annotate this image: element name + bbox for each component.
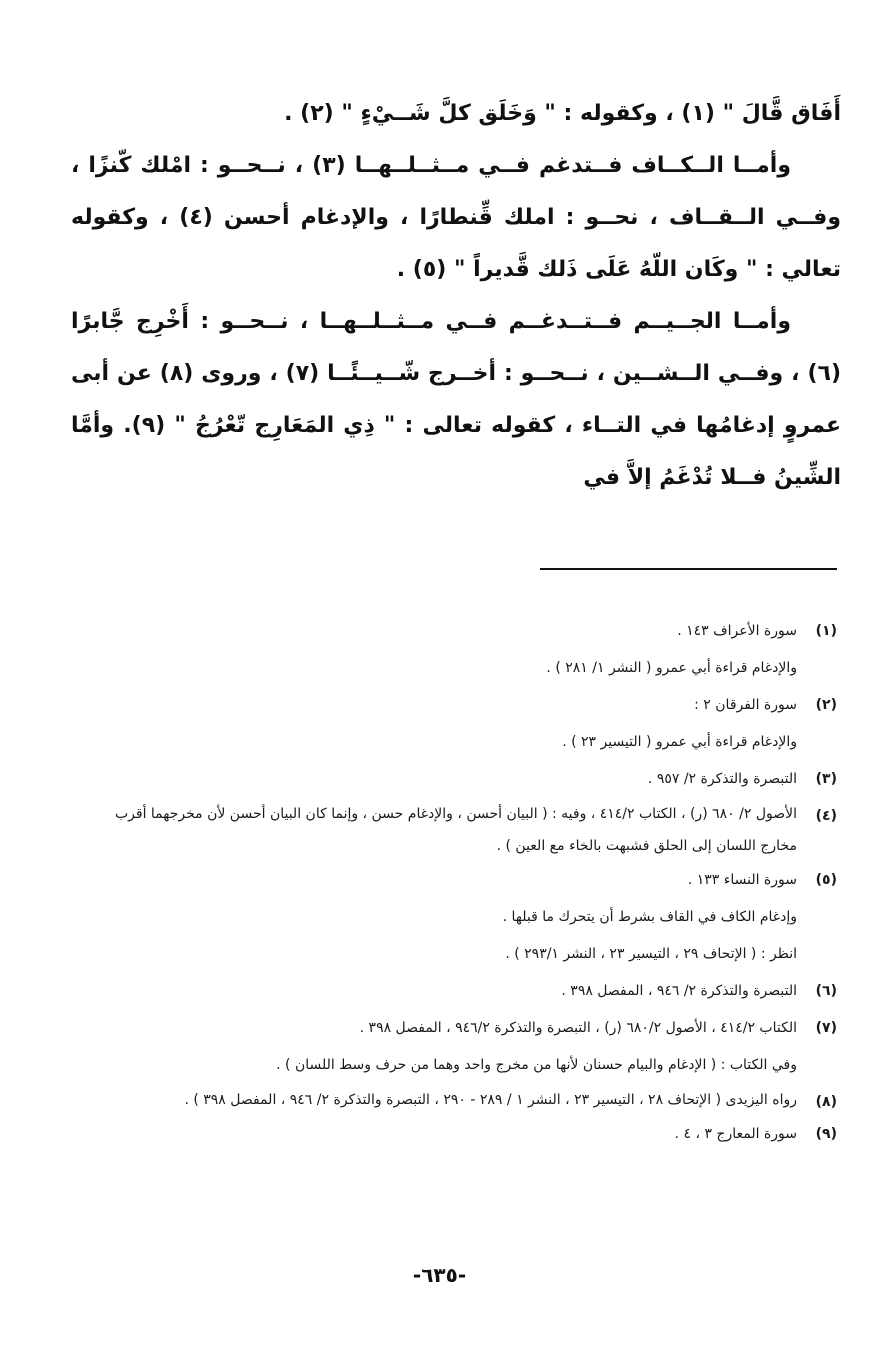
footnote-separator-rule xyxy=(540,568,837,570)
footnote-number: (٣) xyxy=(815,771,837,787)
footnote-line: التبصرة والتذكرة ٢/ ٩٤٦ ، المفصل ٣٩٨ . xyxy=(561,983,797,999)
footnotes-list xyxy=(97,613,837,1153)
footnote-line: وفي الكتاب : ( الإدغام والبيام حسنان لأنها من مخرج واحد وهما من حرف وسط اللسان ) . xyxy=(276,1057,797,1073)
footnote-1 xyxy=(97,613,837,687)
footnote-line: الكتاب ٤١٤/٢ ، الأصول ٦٨٠/٢ (ر) ، التبصرة والتذكرة ٩٤٦/٢ ، المفصل ٣٩٨ . xyxy=(359,1020,797,1036)
footnote-number: (١) xyxy=(815,623,837,639)
footnote-2 xyxy=(97,687,837,761)
footnote-line: سورة النساء ١٣٣ . xyxy=(687,872,797,888)
footnote-line: سورة الفرقان ٢ : xyxy=(694,697,797,713)
footnote-line: الأصول ٢/ ٦٨٠ (ر) ، الكتاب ٤١٤/٢ ، وفيه : ( البيان أحسن ، والإدغام حسن ، وإنما كان البيان أحسن لأن مخرجهما أقرب مخارج اللسان إلى الحلق فشبهت بالخاء مع العين ) . xyxy=(114,806,797,854)
footnote-5 xyxy=(97,862,837,973)
footnote-7 xyxy=(97,1010,837,1084)
main-paragraph: وأمــا الجــيــم فــتــدغــم فــي مــثــلــهــا ، نــحــو : أَخْرِج جَّابرًا (٦) ، وفــي الــشــين ، نــحــو : أخــرج شّــيــئًــا (٧) ، وروى (٨) عن أبى عمروٍ إدغامُها في التــاء ، كقوله تعالى : " ذِي المَعَارِج تّعْرُجُ " (٩). وأمَّا الشِّينُ فــلا تُدْغَمُ إلاَّ في xyxy=(71,309,842,490)
footnote-8 xyxy=(97,1084,837,1116)
footnote-line: وإدغام الكاف في القاف بشرط أن يتحرك ما قبلها . xyxy=(502,909,797,925)
footnote-number: (٢) xyxy=(815,697,837,713)
footnote-line: رواه اليزيدى ( الإتحاف ٢٨ ، التيسير ٢٣ ، النشر ١ / ٢٨٩ - ٢٩٠ ، التبصرة والتذكرة ٢/ ٩٤٦ ، المفصل ٣٩٨ ) . xyxy=(184,1092,797,1108)
footnote-3 xyxy=(97,761,837,798)
footnote-line: سورة المعارج ٣ ، ٤ . xyxy=(674,1126,797,1142)
footnote-number: (٥) xyxy=(815,872,837,888)
page-number: -٦٣٥- xyxy=(412,1263,467,1287)
footnote-line: والإدغام قراءة أبي عمرو ( النشر ١/ ٢٨١ ) . xyxy=(546,660,797,676)
footnote-number: (٧) xyxy=(815,1020,837,1036)
footnote-line: والإدغام قراءة أبي عمرو ( التيسير ٢٣ ) . xyxy=(562,734,797,750)
main-paragraph: أَفَاق قَّالَ " (١) ، وكقوله : " وَخَلَق كلَّ شَــيْءٍ " (٢) . xyxy=(284,101,841,126)
footnote-line: التبصرة والتذكرة ٢/ ٩٥٧ . xyxy=(647,771,797,787)
footnote-number: (٤) xyxy=(815,808,837,824)
footnote-line: انظر : ( الإتحاف ٢٩ ، التيسير ٢٣ ، النشر ٢٩٣/١ ) . xyxy=(505,946,797,962)
footnote-6 xyxy=(97,973,837,1010)
footnote-9 xyxy=(97,1116,837,1153)
main-text-block xyxy=(71,88,841,504)
footnote-4 xyxy=(97,798,837,862)
footnote-line: سورة الأعراف ١٤٣ . xyxy=(677,623,797,639)
main-paragraph: وأمــا الــكــاف فــتدغم فــي مــثــلــهــا (٣) ، نــحــو : امْلك كّنزًا ، وفــي الــقــاف ، نحــو : املك قِّنطارًا ، والإدغام أحسن (٤) ، وكقوله تعالي : " وكَان اللّهُ عَلَى ذَلك قَّديراً " (٥) . xyxy=(71,153,842,282)
footnote-number: (٨) xyxy=(815,1094,837,1110)
footnote-number: (٩) xyxy=(815,1126,837,1142)
footnote-number: (٦) xyxy=(815,983,837,999)
